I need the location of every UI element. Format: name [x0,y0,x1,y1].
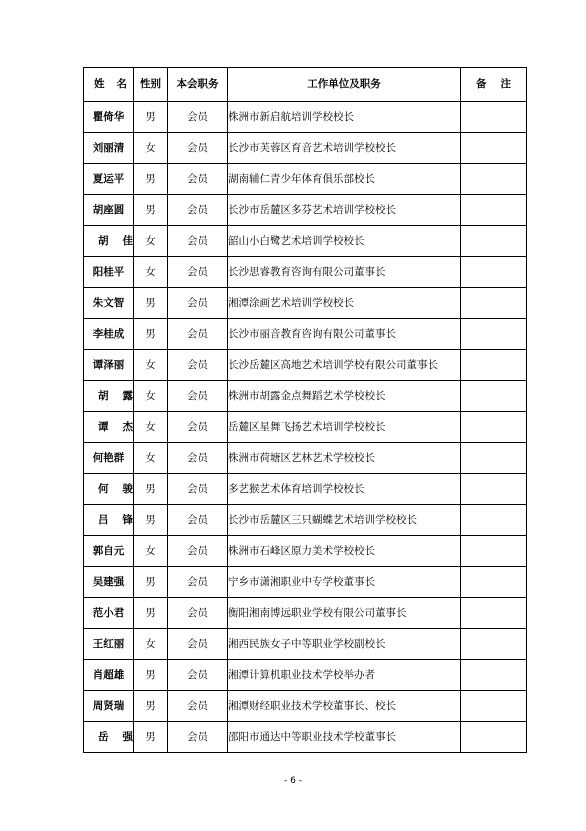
table-row [84,350,527,381]
table-row [84,598,527,629]
member-note [461,319,527,350]
member-gender: 男 [134,288,168,319]
member-note [461,195,527,226]
member-note [461,164,527,195]
member-table [83,67,527,753]
member-role: 会员 [168,381,228,412]
table-header-row [84,68,527,102]
member-note [461,133,527,164]
member-unit: 长沙市丽音教育咨询有限公司董事长 [228,319,461,350]
table-row [84,102,527,133]
member-unit: 株洲市石峰区原力美术学校校长 [228,536,461,567]
member-gender: 女 [134,257,168,288]
member-note [461,505,527,536]
member-gender: 男 [134,598,168,629]
member-unit: 长沙市芙蓉区育音艺术培训学校校长 [228,133,461,164]
member-note [461,350,527,381]
member-name: 吴建强 [84,567,134,598]
member-role: 会员 [168,474,228,505]
member-note [461,567,527,598]
member-name: 吕锋 [84,505,134,536]
member-role: 会员 [168,722,228,753]
member-name: 瞿倚华 [84,102,134,133]
page-number: - 6 - [284,776,302,786]
member-note [461,629,527,660]
member-name: 周贤瑞 [84,691,134,722]
header-unit: 工作单位及职务 [228,68,461,102]
member-name: 刘丽清 [84,133,134,164]
member-unit: 岳麓区星舞飞扬艺术培训学校校长 [228,412,461,443]
table-row [84,133,527,164]
member-note [461,660,527,691]
member-note [461,691,527,722]
member-unit: 株洲市新启航培训学校校长 [228,102,461,133]
member-role: 会员 [168,350,228,381]
member-gender: 女 [134,443,168,474]
member-gender: 男 [134,691,168,722]
header-role: 本会职务 [168,68,228,102]
member-role: 会员 [168,164,228,195]
table-row [84,474,527,505]
member-note [461,474,527,505]
member-role: 会员 [168,133,228,164]
member-unit: 韶山小白鹭艺术培训学校校长 [228,226,461,257]
member-role: 会员 [168,505,228,536]
member-role: 会员 [168,257,228,288]
member-unit: 长沙岳麓区高地艺术培训学校有限公司董事长 [228,350,461,381]
member-role: 会员 [168,629,228,660]
member-gender: 女 [134,629,168,660]
member-unit: 衡阳湘南博远职业学校有限公司董事长 [228,598,461,629]
member-gender: 男 [134,195,168,226]
member-gender: 男 [134,319,168,350]
table-row [84,722,527,753]
member-note [461,443,527,474]
member-name: 何艳群 [84,443,134,474]
member-name: 郭自元 [84,536,134,567]
member-unit: 长沙思睿教育咨询有限公司董事长 [228,257,461,288]
table-row [84,319,527,350]
table-row [84,536,527,567]
table-row [84,505,527,536]
member-name: 谭杰 [84,412,134,443]
header-note: 备注 [461,68,527,102]
member-note [461,412,527,443]
member-gender: 男 [134,505,168,536]
member-role: 会员 [168,536,228,567]
member-gender: 女 [134,133,168,164]
header-gender: 性别 [134,68,168,102]
member-name: 谭泽丽 [84,350,134,381]
table-row [84,226,527,257]
member-name: 何骏 [84,474,134,505]
member-unit: 湘西民族女子中等职业学校副校长 [228,629,461,660]
table-body [84,102,527,753]
member-note [461,598,527,629]
member-unit: 株洲市荷塘区艺林艺术学校校长 [228,443,461,474]
member-note [461,257,527,288]
table-row [84,660,527,691]
table-row [84,629,527,660]
member-gender: 女 [134,412,168,443]
member-role: 会员 [168,102,228,133]
member-name: 朱文智 [84,288,134,319]
member-note [461,288,527,319]
table-row [84,195,527,226]
member-name: 夏运平 [84,164,134,195]
member-note [461,536,527,567]
member-gender: 女 [134,350,168,381]
member-role: 会员 [168,195,228,226]
member-gender: 女 [134,381,168,412]
member-gender: 男 [134,164,168,195]
member-role: 会员 [168,226,228,257]
member-unit: 宁乡市潇湘职业中专学校董事长 [228,567,461,598]
table-row [84,443,527,474]
member-name: 李桂成 [84,319,134,350]
member-gender: 男 [134,474,168,505]
member-role: 会员 [168,412,228,443]
member-gender: 男 [134,660,168,691]
member-name: 胡露 [84,381,134,412]
member-note [461,226,527,257]
member-gender: 女 [134,536,168,567]
table-row [84,412,527,443]
table-row [84,288,527,319]
member-role: 会员 [168,443,228,474]
member-role: 会员 [168,660,228,691]
member-role: 会员 [168,319,228,350]
member-note [461,102,527,133]
table-row [84,381,527,412]
member-note [461,722,527,753]
member-unit: 长沙市岳麓区三只蝴蝶艺术培训学校校长 [228,505,461,536]
member-role: 会员 [168,567,228,598]
member-gender: 女 [134,226,168,257]
member-name: 范小君 [84,598,134,629]
member-gender: 男 [134,567,168,598]
member-unit: 湖南辅仁青少年体育俱乐部校长 [228,164,461,195]
member-name: 王红丽 [84,629,134,660]
member-unit: 湘潭财经职业技术学校董事长、校长 [228,691,461,722]
table-row [84,257,527,288]
table-row [84,164,527,195]
member-unit: 湘潭涂画艺术培训学校校长 [228,288,461,319]
member-role: 会员 [168,598,228,629]
member-name: 肖超雄 [84,660,134,691]
member-name: 胡座圆 [84,195,134,226]
member-gender: 男 [134,102,168,133]
header-name: 姓名 [84,68,134,102]
member-gender: 男 [134,722,168,753]
member-note [461,381,527,412]
table-row [84,691,527,722]
member-name: 胡佳 [84,226,134,257]
member-role: 会员 [168,691,228,722]
table-row [84,567,527,598]
member-name: 阳桂平 [84,257,134,288]
member-unit: 多艺猴艺术体育培训学校校长 [228,474,461,505]
member-unit: 邵阳市通达中等职业技术学校董事长 [228,722,461,753]
member-role: 会员 [168,288,228,319]
member-unit: 株洲市胡露金点舞蹈艺术学校校长 [228,381,461,412]
member-unit: 长沙市岳麓区多芬艺术培训学校校长 [228,195,461,226]
member-name: 岳强 [84,722,134,753]
member-unit: 湘潭计算机职业技术学校举办者 [228,660,461,691]
